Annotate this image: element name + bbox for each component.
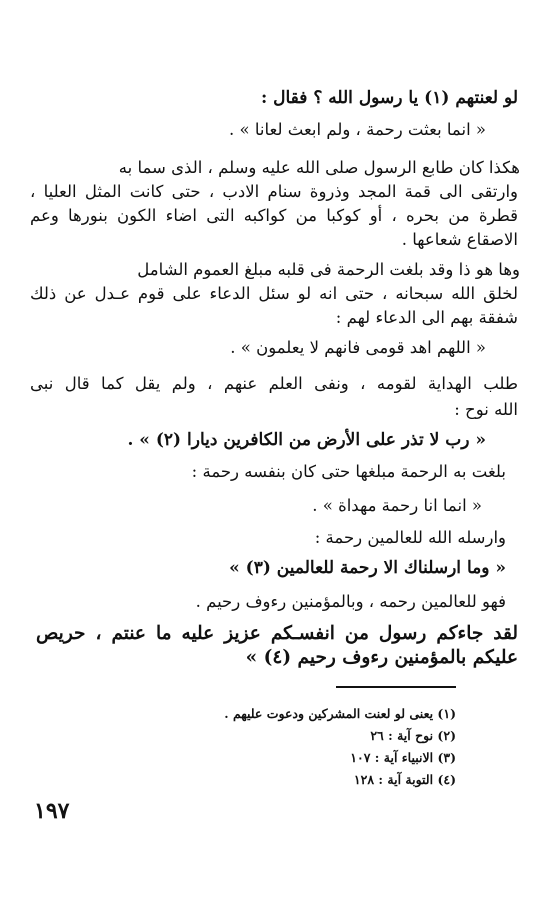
body-line-8: لخلق الله سبحانه ، حتى انه لو سئل الدعاء على قوم عـدل عن ذلك — [30, 284, 518, 303]
footnote-2: (٢) نوح آية : ٢٦ — [370, 728, 456, 743]
body-line-4: وارتقى الى قمة المجد وذروة سنام الادب ، حتى كانت المثل العليا ، — [30, 182, 518, 201]
body-line-7: وها هو ذا وقد بلغت الرحمة فى قلبه مبلغ العموم الشامل — [137, 260, 520, 279]
body-line-19: لقد جاءكم رسول من انفسـكم عزيز عليه ما عنتم ، حريص — [36, 623, 518, 644]
body-line-6: الاصقاع شعاعها . — [401, 230, 518, 249]
body-line-9: شفقة بهم الى الدعاء لهم : — [335, 308, 518, 327]
body-line-13: « رب لا تذر على الأرض من الكافرين ديارا (٢) » . — [127, 430, 486, 450]
footnote-4: (٤) التوبة آية : ١٢٨ — [353, 772, 456, 787]
body-line-2: « انما بعثت رحمة ، ولم ابعث لعانا » . — [229, 120, 486, 139]
body-line-5: قطرة من بحره ، أو كوكبا من كواكبه التى اضاء الكون بنورها وعم — [30, 206, 518, 225]
body-line-12: الله نوح : — [454, 400, 518, 419]
body-line-10: « اللهم اهد قومى فانهم لا يعلمون » . — [230, 338, 486, 357]
page-number: ١٩٧ — [34, 798, 70, 824]
body-line-17: « وما ارسلناك الا رحمة للعالمين (٣) » — [229, 558, 506, 578]
body-line-11: طلب الهداية لقومه ، ونفى العلم عنهم ، ولم يقل كما قال نبى — [30, 374, 518, 393]
body-line-1: لو لعنتهم (١) يا رسول الله ؟ فقال : — [260, 88, 518, 108]
body-line-15: « انما انا رحمة مهداة » . — [312, 496, 482, 515]
body-line-20: عليكم بالمؤمنين رءوف رحيم (٤) » — [245, 647, 518, 668]
footnote-separator — [336, 686, 456, 688]
body-line-3: هكذا كان طابع الرسول صلى الله عليه وسلم ، الذى سما به — [118, 158, 520, 177]
footnote-1: (١) يعنى لو لعنت المشركين ودعوت عليهم . — [224, 706, 456, 721]
body-line-18: فهو للعالمين رحمه ، وبالمؤمنين رءوف رحيم . — [195, 592, 506, 611]
footnote-3: (٣) الانبياء آية : ١٠٧ — [350, 750, 456, 765]
body-line-14: بلغت به الرحمة مبلغها حتى كان بنفسه رحمة : — [191, 462, 506, 481]
body-line-16: وارسله الله للعالمين رحمة : — [314, 528, 506, 547]
